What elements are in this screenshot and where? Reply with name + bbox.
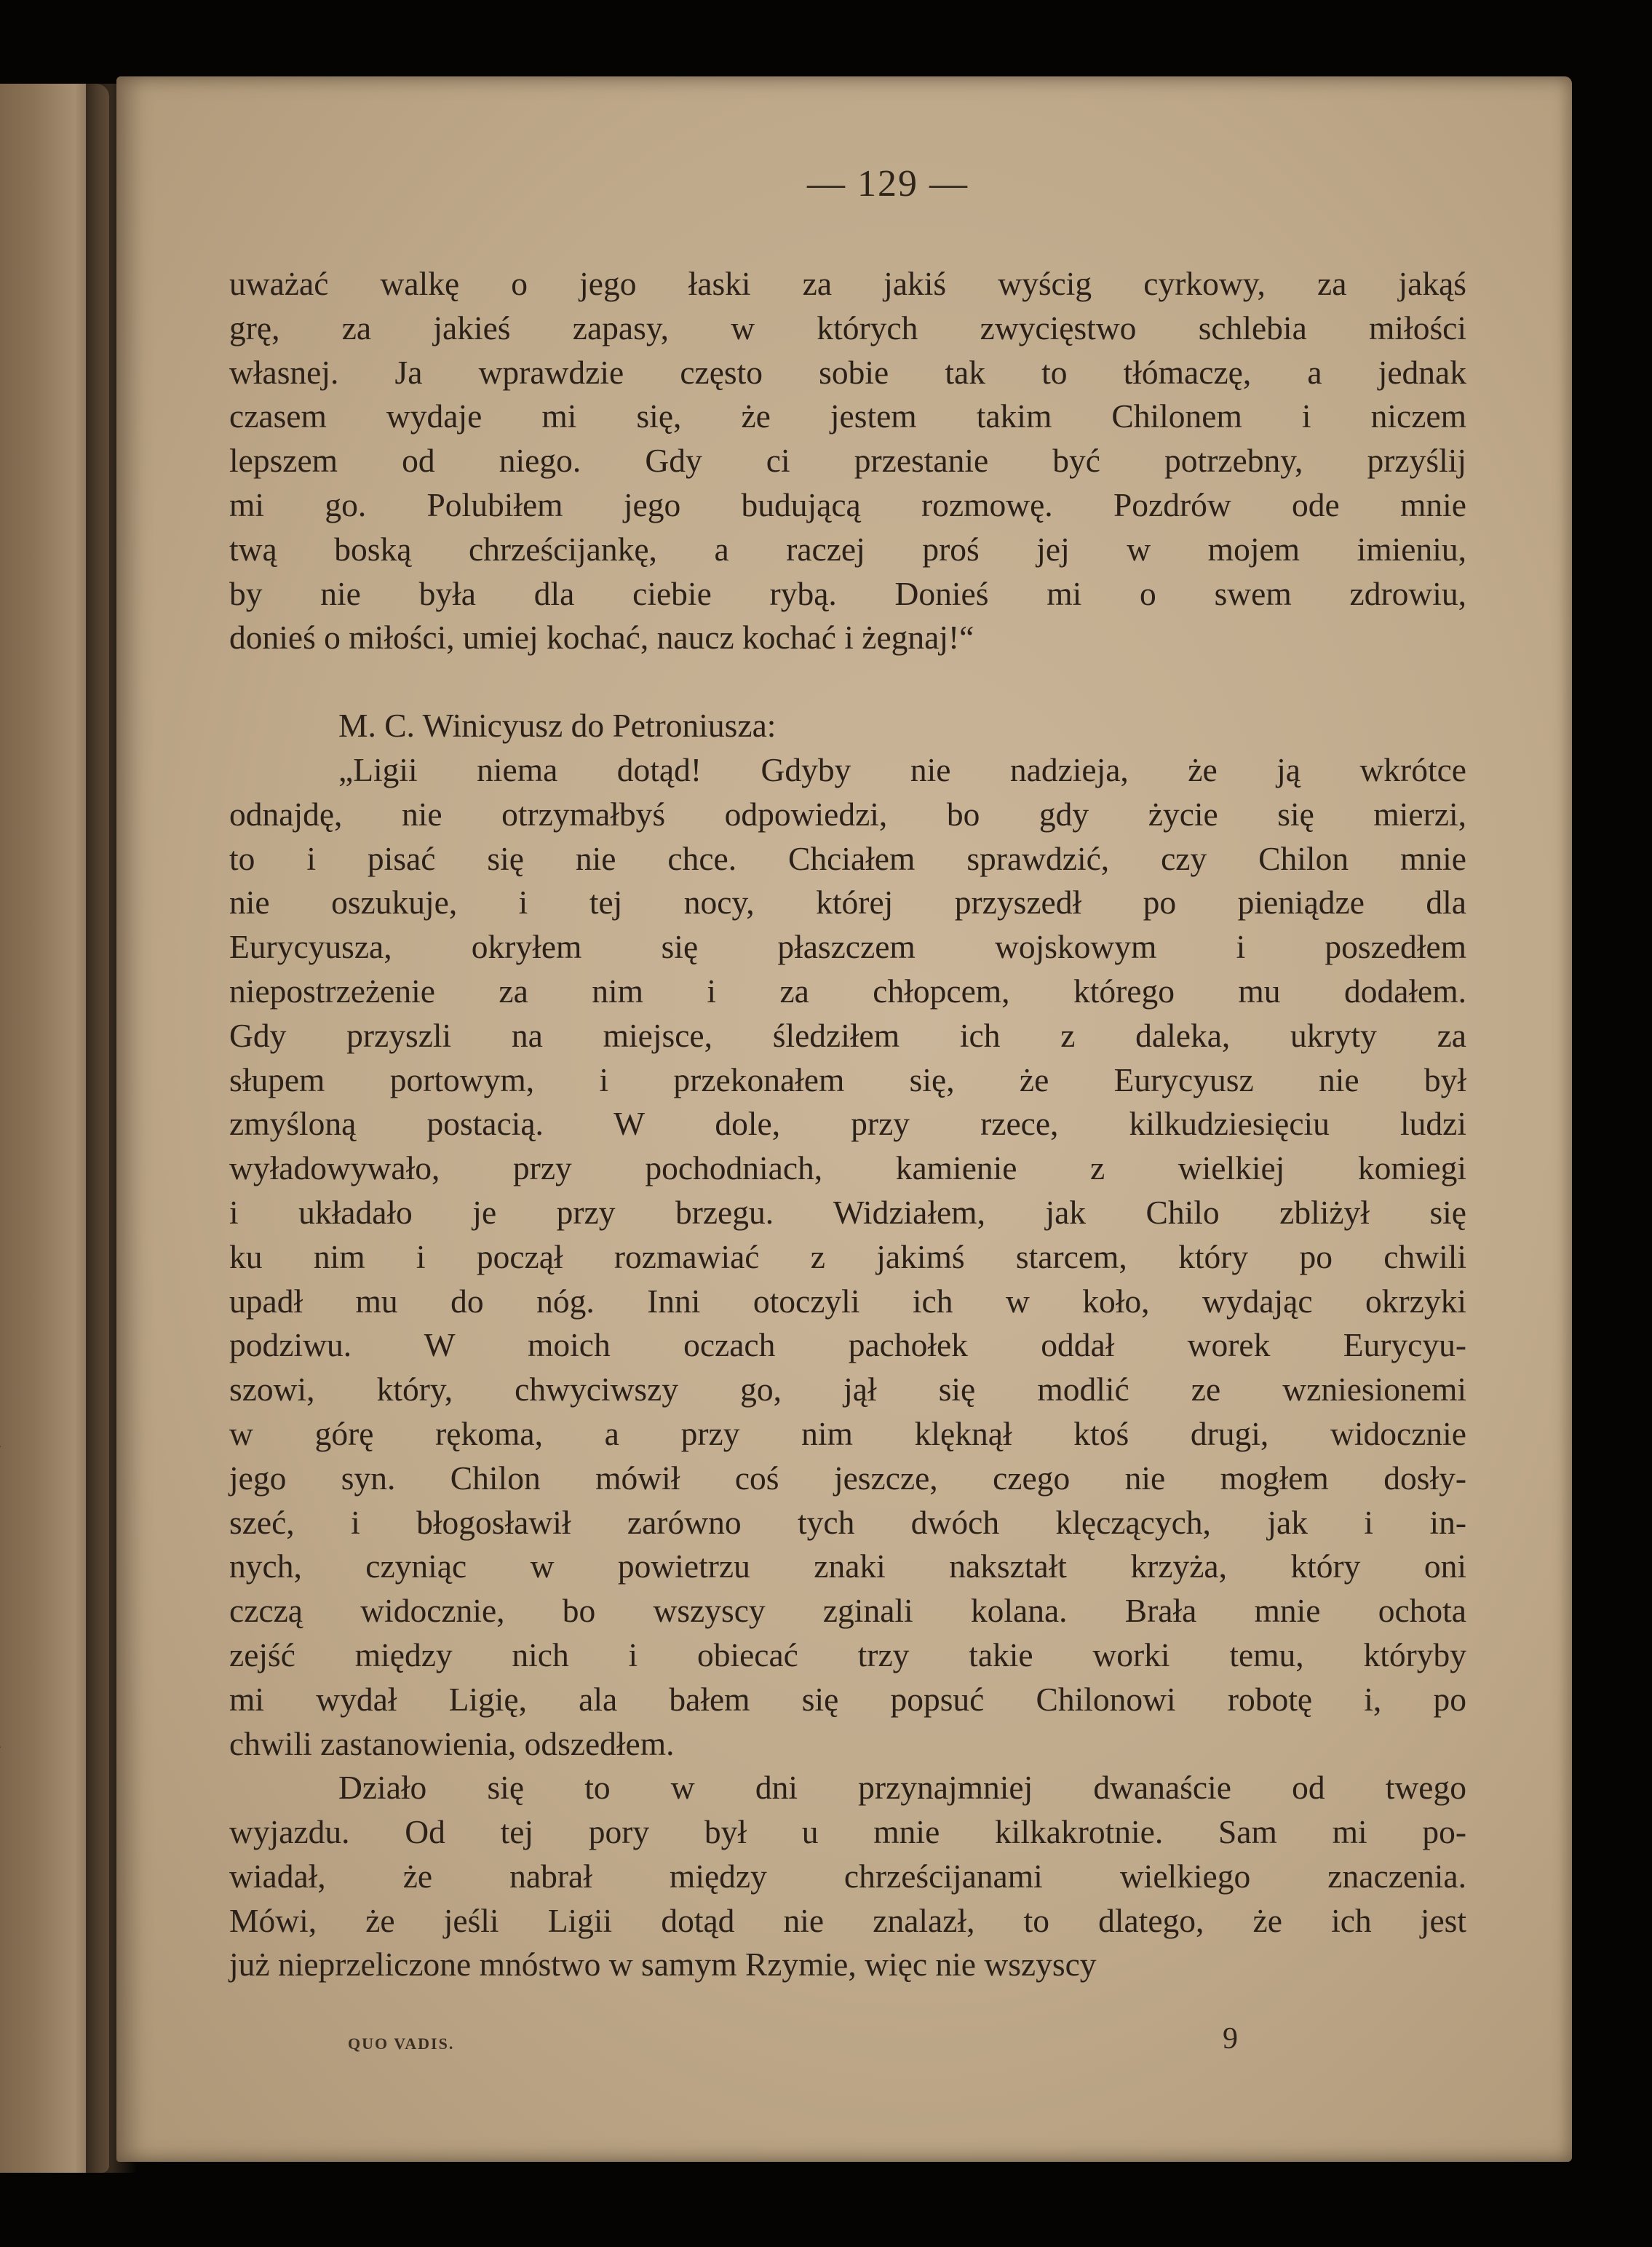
text-line: już nieprzeliczone mnóstwo w samym Rzymie, więc nie wszyscy [229,1946,1097,1984]
text-line: odnajdę, nie otrzymałbyś odpowiedzi, bo gdy życie się mierzi, [229,795,1466,833]
paragraph-letter [229,748,1466,1766]
footer-signature: QUO VADIS. [348,2034,455,2053]
text-line: podziwu. W moich oczach pachołek oddał worek Eurycyu- [229,1326,1466,1364]
text-line: nie oszukuje, i tej nocy, której przyszedł po pieniądze dla [229,884,1466,922]
text-line: czasem wydaje mi się, że jestem takim Chilonem i niczem [229,397,1466,435]
text-line: i układało je przy brzegu. Widziałem, jak Chilo zbliżył się [229,1193,1466,1231]
text-line: zejść między nich i obiecać trzy takie worki temu, któryby [229,1636,1466,1673]
text-line: szowi, który, chwyciwszy go, jął się modlić ze wzniesionemi [229,1371,1466,1408]
section-gap [229,660,1466,704]
text-line: mi wydał Ligię, ala bałem się popsuć Chilonowi robotę i, po [229,1680,1466,1718]
text-line: chwili zastanowienia, odszedłem. [229,1724,675,1762]
text-line: Mówi, że jeśli Ligii dotąd nie znalazł, to dlatego, że ich jest [229,1901,1466,1939]
text-line: niepostrzeżenie za nim i za chłopcem, którego mu dodałem. [229,972,1466,1010]
page-body [229,262,1466,1987]
text-line: jego syn. Chilon mówił coś jeszcze, czego nie mogłem dosły- [229,1459,1466,1497]
text-line: nych, czyniąc w powietrzu znaki nakształt krzyża, który oni [229,1547,1466,1585]
text-line: uważać walkę o jego łaski za jakiś wyścig cyrkowy, za jakąś [229,265,1466,302]
paragraph-continuation [229,1766,1466,1987]
text-line: ku nim i począł rozmawiać z jakimś starcem, który po chwili [229,1237,1466,1275]
text-line: „Ligii niema dotąd! Gdyby nie nadzieja, że ją wkrótce [338,750,1466,788]
text-line: wyjazdu. Od tej pory był u mnie kilkakrotnie. Sam mi po- [229,1813,1466,1851]
text-line: mi go. Polubiłem jego budującą rozmowę. Pozdrów ode mnie [229,486,1466,523]
text-line: własnej. Ja wprawdzie często sobie tak to tłómaczę, a jednak [229,353,1466,391]
text-line: szeć, i błogosławił zarówno tych dwóch klęczących, jak i in- [229,1503,1466,1541]
text-line: twą boską chrześcijankę, a raczej proś jej w mojem imieniu, [229,530,1466,568]
text-line: wiadał, że nabrał między chrześcijanami wielkiego znaczenia. [229,1857,1466,1895]
text-line: donieś o miłości, umiej kochać, naucz kochać i żegnaj!“ [229,619,974,657]
letter-heading: M. C. Winicyusz do Petroniusza: [338,707,777,745]
text-line: wyładowywało, przy pochodniach, kamienie z wielkiej komiegi [229,1149,1466,1187]
footer-sheet-number: 9 [1223,2022,1238,2056]
text-line: Gdy przyszli na miejsce, śledziłem ich z daleka, ukryty za [229,1016,1466,1054]
text-line: upadł mu do nóg. Inni otoczyli ich w koło, wydając okrzyki [229,1282,1466,1320]
page-number: — 129 — [807,163,969,205]
text-line: by nie była dla ciebie rybą. Donieś mi o swem zdrowiu, [229,574,1466,612]
paragraph-closing-letter [229,262,1466,660]
text-line: lepszem od niego. Gdy ci przestanie być potrzebny, przyślij [229,442,1466,480]
text-line: to i pisać się nie chce. Chciałem sprawdzić, czy Chilon mnie [229,839,1466,877]
text-line: w górę rękoma, a przy nim klęknął ktoś drugi, widocznie [229,1414,1466,1452]
text-line: słupem portowym, i przekonałem się, że Eurycyusz nie był [229,1061,1466,1098]
text-line: czczą widocznie, bo wszyscy zginali kolana. Brała mnie ochota [229,1592,1466,1630]
text-line: zmyśloną postacią. W dole, przy rzece, kilkudziesięciu ludzi [229,1105,1466,1143]
text-line: Działo się to w dni przynajmniej dwanaście od twego [338,1769,1466,1807]
book-page [116,76,1572,2162]
text-line: grę, za jakieś zapasy, w których zwycięstwo schlebia miłości [229,309,1466,346]
text-line: Eurycyusza, okryłem się płaszczem wojskowym i poszedłem [229,928,1466,966]
